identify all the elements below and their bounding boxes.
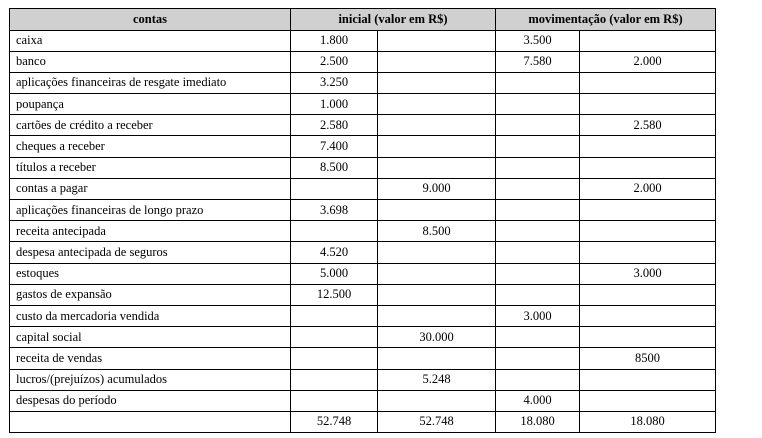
value-cell-c4 bbox=[580, 305, 716, 326]
value-cell-c4 bbox=[580, 221, 716, 242]
account-name: receita de vendas bbox=[10, 348, 291, 369]
value-cell-c1 bbox=[291, 327, 378, 348]
header-contas: contas bbox=[10, 9, 291, 31]
value-cell-c3: 7.580 bbox=[496, 51, 580, 72]
value-cell-c1 bbox=[291, 178, 378, 199]
total-cell-c1: 52.748 bbox=[291, 411, 378, 432]
value-cell-c4 bbox=[580, 136, 716, 157]
value-cell-c1: 12.500 bbox=[291, 284, 378, 305]
value-cell-c3 bbox=[496, 221, 580, 242]
account-name: títulos a receber bbox=[10, 157, 291, 178]
value-cell-c4 bbox=[580, 30, 716, 51]
value-cell-c3 bbox=[496, 178, 580, 199]
table-row bbox=[10, 115, 716, 136]
value-cell-c2: 9.000 bbox=[378, 178, 496, 199]
value-cell-c3: 3.000 bbox=[496, 305, 580, 326]
table-row bbox=[10, 305, 716, 326]
value-cell-c4 bbox=[580, 390, 716, 411]
value-cell-c1 bbox=[291, 369, 378, 390]
table-row bbox=[10, 284, 716, 305]
table-row bbox=[10, 157, 716, 178]
value-cell-c3 bbox=[496, 72, 580, 93]
table-row bbox=[10, 390, 716, 411]
value-cell-c3 bbox=[496, 242, 580, 263]
value-cell-c4 bbox=[580, 327, 716, 348]
total-cell-c3: 18.080 bbox=[496, 411, 580, 432]
value-cell-c4 bbox=[580, 94, 716, 115]
value-cell-c2 bbox=[378, 157, 496, 178]
table-row bbox=[10, 327, 716, 348]
totals-row bbox=[10, 411, 716, 432]
table-row bbox=[10, 348, 716, 369]
value-cell-c2 bbox=[378, 51, 496, 72]
value-cell-c3: 3.500 bbox=[496, 30, 580, 51]
value-cell-c3 bbox=[496, 263, 580, 284]
value-cell-c4 bbox=[580, 242, 716, 263]
value-cell-c1: 7.400 bbox=[291, 136, 378, 157]
value-cell-c1: 5.000 bbox=[291, 263, 378, 284]
account-name: gastos de expansão bbox=[10, 284, 291, 305]
value-cell-c3 bbox=[496, 136, 580, 157]
value-cell-c2 bbox=[378, 200, 496, 221]
table-row bbox=[10, 136, 716, 157]
value-cell-c4: 8500 bbox=[580, 348, 716, 369]
table-row bbox=[10, 200, 716, 221]
value-cell-c1: 1.800 bbox=[291, 30, 378, 51]
total-cell-c4: 18.080 bbox=[580, 411, 716, 432]
value-cell-c4 bbox=[580, 157, 716, 178]
value-cell-c3 bbox=[496, 327, 580, 348]
value-cell-c4: 2.000 bbox=[580, 51, 716, 72]
value-cell-c2: 30.000 bbox=[378, 327, 496, 348]
value-cell-c2 bbox=[378, 348, 496, 369]
value-cell-c2 bbox=[378, 30, 496, 51]
value-cell-c3 bbox=[496, 157, 580, 178]
table-row bbox=[10, 221, 716, 242]
account-name: aplicações financeiras de longo prazo bbox=[10, 200, 291, 221]
value-cell-c1 bbox=[291, 305, 378, 326]
table-row bbox=[10, 242, 716, 263]
value-cell-c1: 8.500 bbox=[291, 157, 378, 178]
table-row bbox=[10, 369, 716, 390]
value-cell-c4 bbox=[580, 369, 716, 390]
value-cell-c2 bbox=[378, 242, 496, 263]
value-cell-c2 bbox=[378, 115, 496, 136]
value-cell-c3: 4.000 bbox=[496, 390, 580, 411]
total-cell-c2: 52.748 bbox=[378, 411, 496, 432]
account-name: despesas do período bbox=[10, 390, 291, 411]
account-name: capital social bbox=[10, 327, 291, 348]
value-cell-c2 bbox=[378, 263, 496, 284]
account-name: aplicações financeiras de resgate imediato bbox=[10, 72, 291, 93]
value-cell-c2: 8.500 bbox=[378, 221, 496, 242]
value-cell-c3 bbox=[496, 94, 580, 115]
account-name: receita antecipada bbox=[10, 221, 291, 242]
header-row bbox=[10, 9, 716, 31]
value-cell-c3 bbox=[496, 348, 580, 369]
account-name: caixa bbox=[10, 30, 291, 51]
value-cell-c3 bbox=[496, 115, 580, 136]
header-inicial: inicial (valor em R$) bbox=[291, 9, 496, 31]
value-cell-c2 bbox=[378, 305, 496, 326]
table-row bbox=[10, 178, 716, 199]
account-name: poupança bbox=[10, 94, 291, 115]
value-cell-c4 bbox=[580, 200, 716, 221]
total-cell-conta bbox=[10, 411, 291, 432]
value-cell-c2 bbox=[378, 72, 496, 93]
value-cell-c1: 3.250 bbox=[291, 72, 378, 93]
account-name: lucros/(prejuízos) acumulados bbox=[10, 369, 291, 390]
value-cell-c1: 2.580 bbox=[291, 115, 378, 136]
table-row bbox=[10, 72, 716, 93]
value-cell-c2 bbox=[378, 94, 496, 115]
value-cell-c4: 2.580 bbox=[580, 115, 716, 136]
account-name: despesa antecipada de seguros bbox=[10, 242, 291, 263]
table-row bbox=[10, 94, 716, 115]
account-name: cheques a receber bbox=[10, 136, 291, 157]
accounts-table bbox=[9, 8, 716, 433]
table-row bbox=[10, 51, 716, 72]
value-cell-c1 bbox=[291, 221, 378, 242]
value-cell-c3 bbox=[496, 369, 580, 390]
value-cell-c2: 5.248 bbox=[378, 369, 496, 390]
account-name: custo da mercadoria vendida bbox=[10, 305, 291, 326]
account-name: contas a pagar bbox=[10, 178, 291, 199]
table-row bbox=[10, 263, 716, 284]
table-row bbox=[10, 30, 716, 51]
header-movimentacao: movimentação (valor em R$) bbox=[496, 9, 716, 31]
value-cell-c3 bbox=[496, 200, 580, 221]
account-name: banco bbox=[10, 51, 291, 72]
value-cell-c3 bbox=[496, 284, 580, 305]
value-cell-c1: 1.000 bbox=[291, 94, 378, 115]
value-cell-c1: 4.520 bbox=[291, 242, 378, 263]
value-cell-c1: 2.500 bbox=[291, 51, 378, 72]
value-cell-c4: 3.000 bbox=[580, 263, 716, 284]
value-cell-c1 bbox=[291, 348, 378, 369]
value-cell-c2 bbox=[378, 136, 496, 157]
account-name: cartões de crédito a receber bbox=[10, 115, 291, 136]
value-cell-c1: 3.698 bbox=[291, 200, 378, 221]
value-cell-c1 bbox=[291, 390, 378, 411]
value-cell-c4 bbox=[580, 284, 716, 305]
value-cell-c2 bbox=[378, 390, 496, 411]
account-name: estoques bbox=[10, 263, 291, 284]
value-cell-c4 bbox=[580, 72, 716, 93]
value-cell-c4: 2.000 bbox=[580, 178, 716, 199]
value-cell-c2 bbox=[378, 284, 496, 305]
